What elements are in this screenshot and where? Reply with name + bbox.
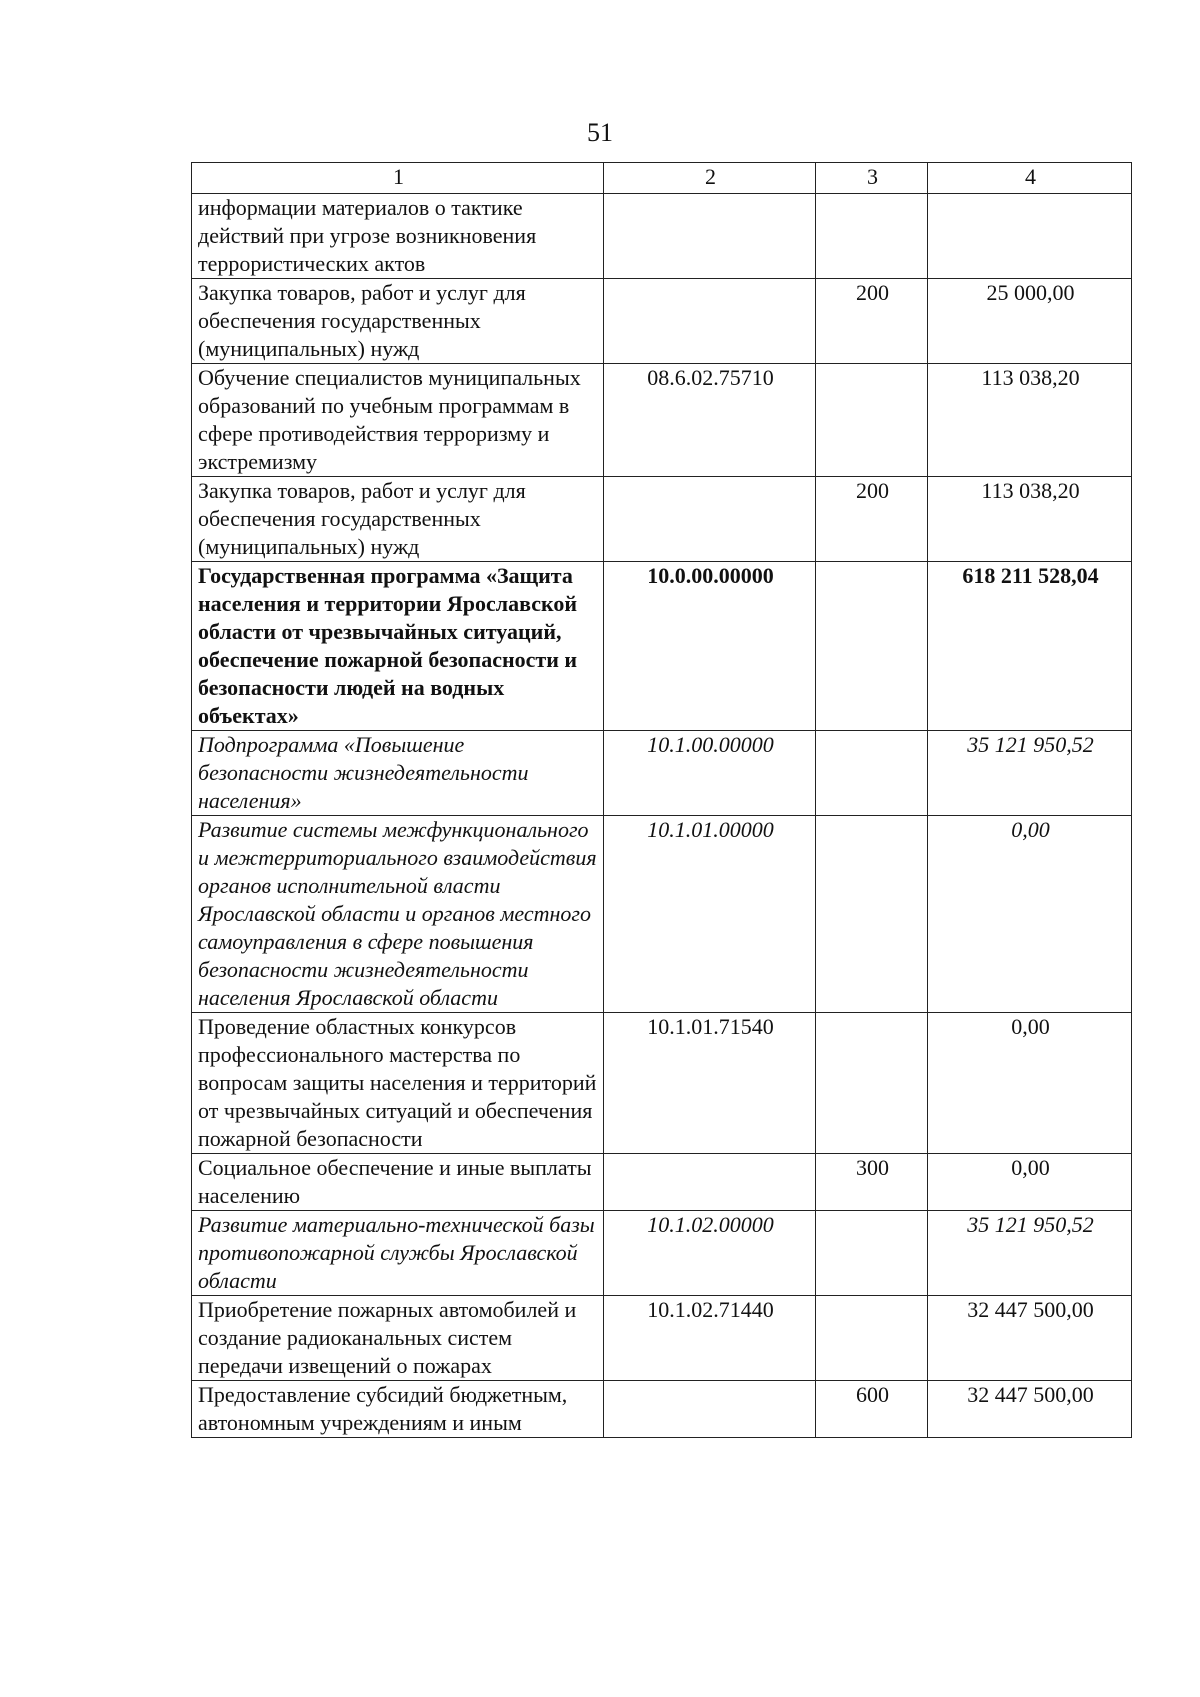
name-cell: Приобретение пожарных автомобилей и создание радиоканальных систем передачи извещений о пожарах (192, 1296, 604, 1381)
expense-type-cell (816, 816, 928, 1013)
name-cell: Закупка товаров, работ и услуг для обеспечения государственных (муниципальных) нужд (192, 477, 604, 562)
code-cell (604, 477, 816, 562)
header-cell-3: 3 (816, 163, 928, 194)
amount-cell: 35 121 950,52 (928, 731, 1132, 816)
amount-cell: 0,00 (928, 816, 1132, 1013)
table-row (192, 562, 1132, 731)
table-row (192, 1211, 1132, 1296)
budget-table (191, 162, 1132, 1438)
page-number: 51 (587, 118, 613, 147)
table-row (192, 1296, 1132, 1381)
code-cell: 10.1.01.00000 (604, 816, 816, 1013)
code-cell (604, 1381, 816, 1438)
table-row (192, 1381, 1132, 1438)
expense-type-cell: 600 (816, 1381, 928, 1438)
header-cell-4: 4 (928, 163, 1132, 194)
table-row (192, 279, 1132, 364)
amount-cell: 0,00 (928, 1013, 1132, 1154)
name-cell: Развитие системы межфункционального и межтерриториального взаимодействия органов исполнительной власти Ярославской области и органов местного самоуправления в сфере повышения безопасности жизнедеятельности населения Ярославской области (192, 816, 604, 1013)
code-cell: 10.1.02.00000 (604, 1211, 816, 1296)
expense-type-cell (816, 194, 928, 279)
expense-type-cell (816, 1211, 928, 1296)
code-cell (604, 194, 816, 279)
amount-cell: 618 211 528,04 (928, 562, 1132, 731)
name-cell: информации материалов о тактике действий при угрозе возникновения террористических актов (192, 194, 604, 279)
amount-cell: 35 121 950,52 (928, 1211, 1132, 1296)
amount-cell: 32 447 500,00 (928, 1381, 1132, 1438)
table-row (192, 1013, 1132, 1154)
name-cell: Предоставление субсидий бюджетным, автономным учреждениям и иным (192, 1381, 604, 1438)
code-cell (604, 279, 816, 364)
table-header-row (192, 163, 1132, 194)
code-cell: 10.1.02.71440 (604, 1296, 816, 1381)
expense-type-cell (816, 1296, 928, 1381)
amount-cell: 113 038,20 (928, 477, 1132, 562)
expense-type-cell: 300 (816, 1154, 928, 1211)
expense-type-cell (816, 1013, 928, 1154)
name-cell: Обучение специалистов муниципальных образований по учебным программам в сфере противодействия терроризму и экстремизму (192, 364, 604, 477)
amount-cell: 25 000,00 (928, 279, 1132, 364)
name-cell: Проведение областных конкурсов профессионального мастерства по вопросам защиты населения и территорий от чрезвычайных ситуаций и обеспечения пожарной безопасности (192, 1013, 604, 1154)
expense-type-cell (816, 364, 928, 477)
amount-cell: 0,00 (928, 1154, 1132, 1211)
expense-type-cell: 200 (816, 477, 928, 562)
header-cell-2: 2 (604, 163, 816, 194)
code-cell (604, 1154, 816, 1211)
amount-cell: 113 038,20 (928, 364, 1132, 477)
header-cell-1: 1 (192, 163, 604, 194)
table-row (192, 477, 1132, 562)
code-cell: 10.1.01.71540 (604, 1013, 816, 1154)
table-row (192, 364, 1132, 477)
name-cell: Государственная программа «Защита населения и территории Ярославской области от чрезвычайных ситуаций, обеспечение пожарной безопасности и безопасности людей на водных объектах» (192, 562, 604, 731)
table-row (192, 816, 1132, 1013)
code-cell: 10.1.00.00000 (604, 731, 816, 816)
amount-cell (928, 194, 1132, 279)
table-row (192, 1154, 1132, 1211)
table-row (192, 194, 1132, 279)
expense-type-cell (816, 562, 928, 731)
name-cell: Закупка товаров, работ и услуг для обеспечения государственных (муниципальных) нужд (192, 279, 604, 364)
expense-type-cell (816, 731, 928, 816)
amount-cell: 32 447 500,00 (928, 1296, 1132, 1381)
name-cell: Социальное обеспечение и иные выплаты населению (192, 1154, 604, 1211)
table-row (192, 731, 1132, 816)
expense-type-cell: 200 (816, 279, 928, 364)
name-cell: Развитие материально-технической базы противопожарной службы Ярославской области (192, 1211, 604, 1296)
name-cell: Подпрограмма «Повышение безопасности жизнедеятельности населения» (192, 731, 604, 816)
code-cell: 10.0.00.00000 (604, 562, 816, 731)
code-cell: 08.6.02.75710 (604, 364, 816, 477)
